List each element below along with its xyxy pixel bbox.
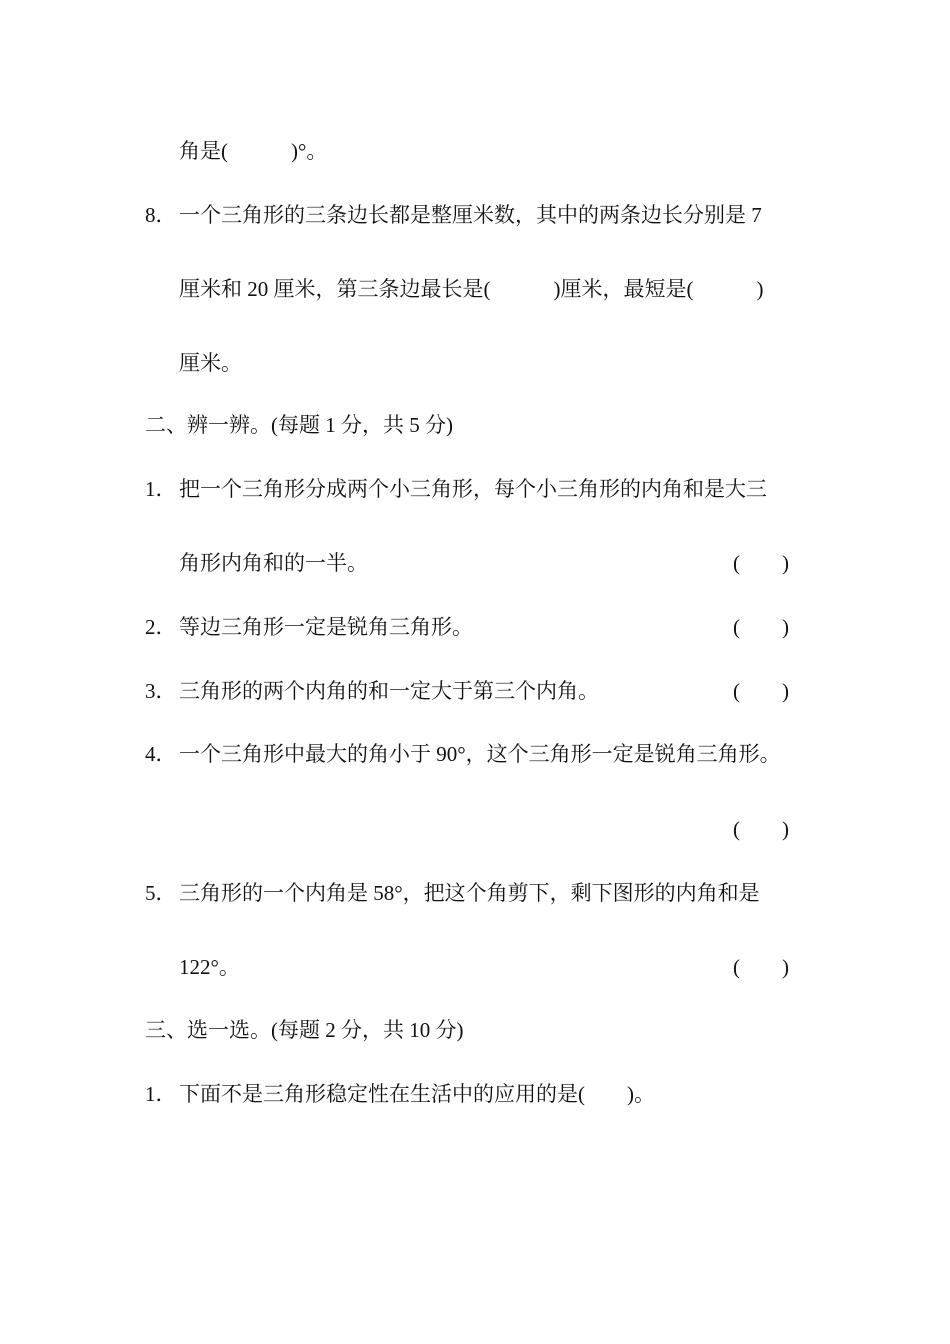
judge-5-text-line2: 122°。 (179, 955, 240, 979)
section-2-title: 二、辨一辨。(每题 1 分，共 5 分) (145, 413, 453, 437)
judge-4-text: 一个三角形中最大的角小于 90°，这个三角形一定是锐角三角形。 (179, 742, 781, 766)
judge-1-number: 1． (145, 477, 177, 501)
choice-1-text: 下面不是三角形稳定性在生活中的应用的是( )。 (179, 1082, 655, 1106)
judge-5-number: 5． (145, 881, 177, 905)
judge-4-answer-blank[interactable]: ( ) (733, 817, 789, 841)
judge-1-text-line1: 把一个三角形分成两个小三角形，每个小三角形的内角和是大三 (179, 477, 767, 501)
judge-2-number: 2． (145, 615, 177, 639)
judge-2-text: 等边三角形一定是锐角三角形。 (179, 615, 473, 639)
judge-2-answer-blank[interactable]: ( ) (733, 615, 789, 639)
judge-5-answer-blank[interactable]: ( ) (733, 955, 789, 979)
judge-3-answer-blank[interactable]: ( ) (733, 679, 789, 703)
judge-3-text: 三角形的两个内角的和一定大于第三个内角。 (179, 679, 599, 703)
q7-continuation: 角是( )°。 (179, 139, 328, 163)
judge-1-text-line2: 角形内角和的一半。 (179, 551, 368, 575)
choice-1-number: 1． (145, 1082, 177, 1106)
q8-text-line3: 厘米。 (179, 351, 242, 375)
q8-text-line2: 厘米和 20 厘米，第三条边最长是( )厘米，最短是( ) (179, 277, 764, 301)
judge-1-answer-blank[interactable]: ( ) (733, 551, 789, 575)
section-3-title: 三、选一选。(每题 2 分，共 10 分) (145, 1018, 464, 1042)
judge-3-number: 3． (145, 679, 177, 703)
judge-5-text-line1: 三角形的一个内角是 58°，把这个角剪下，剩下图形的内角和是 (179, 881, 760, 905)
q8-text-line1: 一个三角形的三条边长都是整厘米数，其中的两条边长分别是 7 (179, 203, 762, 227)
q8-number: 8． (145, 203, 177, 227)
judge-4-number: 4． (145, 742, 177, 766)
